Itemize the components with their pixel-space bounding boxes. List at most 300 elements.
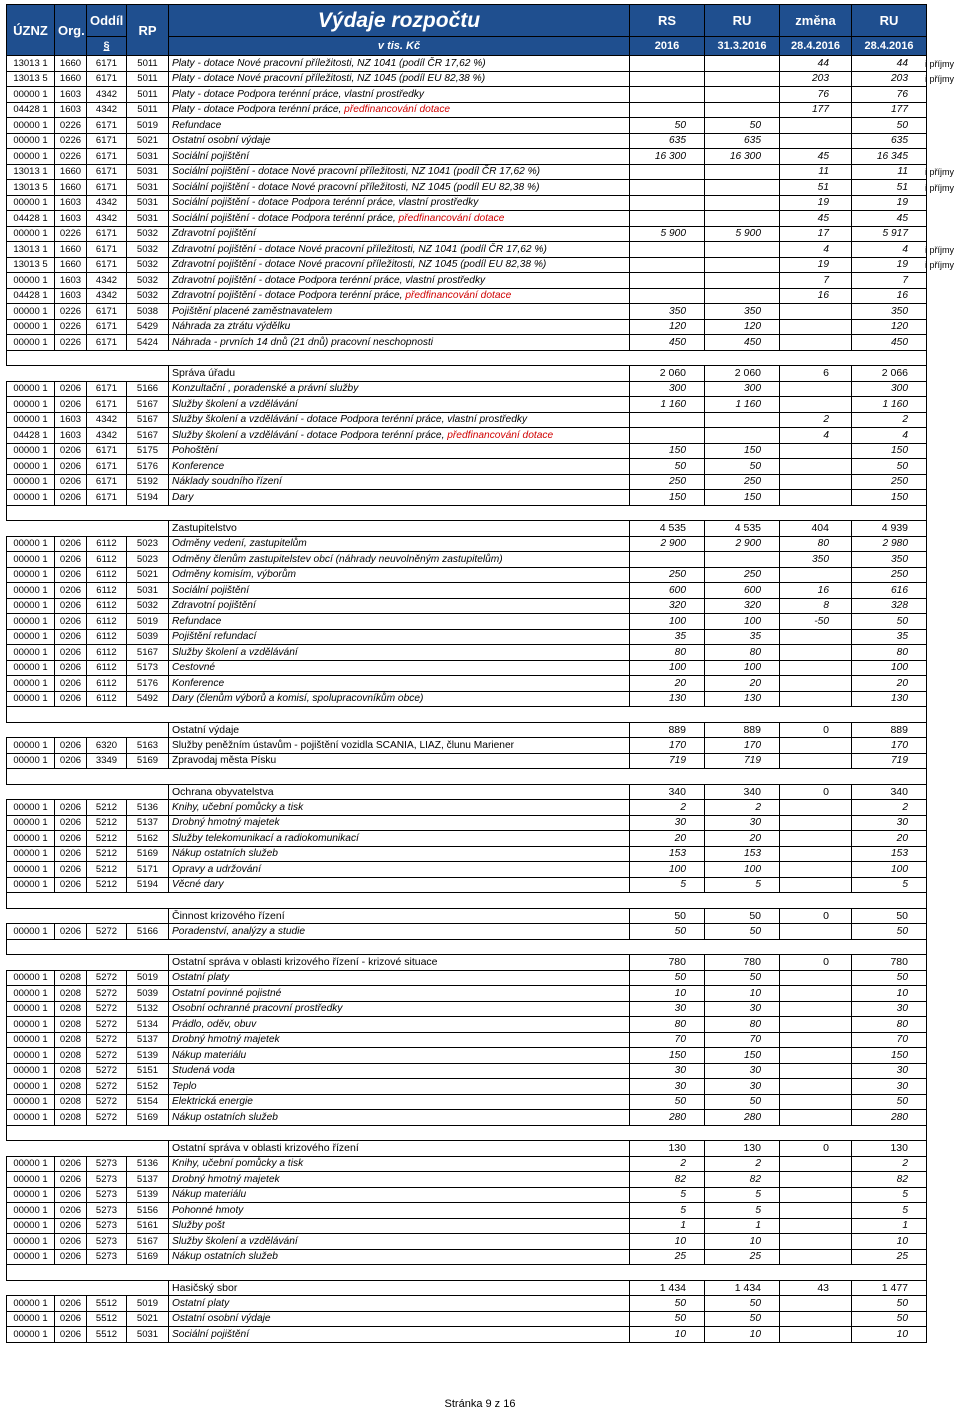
zmena-value: 177 [780, 102, 852, 118]
uznz-cell: 00000 1 [7, 304, 55, 320]
ru-value [705, 211, 780, 227]
table-row [7, 319, 927, 335]
description-cell [169, 583, 630, 599]
description-text: Ostatní platy [172, 972, 230, 984]
budget-page [6, 4, 954, 1343]
spacer-cell [7, 1265, 927, 1281]
ru-value: 5 900 [705, 226, 780, 242]
table-row [7, 397, 927, 413]
zmena-value [780, 1110, 852, 1126]
rp-cell: 5424 [127, 335, 169, 351]
paragraph-cell: 6171 [87, 118, 127, 134]
rs-value: 50 [630, 118, 705, 134]
uznz-cell: 00000 1 [7, 738, 55, 754]
ru2-value: 20 [852, 831, 927, 847]
org-cell: 0208 [55, 1017, 87, 1033]
ru-value: 82 [705, 1172, 780, 1188]
ru2-value: 50 [852, 1094, 927, 1110]
description-cell [169, 56, 630, 72]
description-text: Služby telekomunikací a radiokomunikací [172, 832, 359, 844]
description-cell [169, 877, 630, 893]
section-label: Činnost krizového řízení [169, 908, 630, 924]
org-cell: 0206 [55, 1156, 87, 1172]
description-text: Platy - dotace Nové pracovní příležitosti, NZ 1045 (podíl EU 82,38 %) [172, 73, 486, 85]
ru-value: 1 [705, 1218, 780, 1234]
col-ru2-header: RU [852, 5, 927, 37]
description-cell [169, 552, 630, 568]
rs-value: 170 [630, 738, 705, 754]
uznz-cell: 13013 5 [7, 71, 55, 87]
description-cell [169, 335, 630, 351]
table-row [7, 1172, 927, 1188]
rp-cell: 5038 [127, 304, 169, 320]
paragraph-cell: 4342 [87, 102, 127, 118]
rs-value: 150 [630, 443, 705, 459]
ru2-value: 153 [852, 846, 927, 862]
description-text: Platy - dotace Podpora terénní práce, [172, 104, 345, 116]
description-text: Refundace [172, 119, 222, 131]
description-cell [169, 87, 630, 103]
zmena-value: 8 [780, 598, 852, 614]
section-ru2-value: 1 477 [852, 1280, 927, 1296]
rs-value [630, 242, 705, 258]
zmena-value [780, 676, 852, 692]
org-cell: 0206 [55, 459, 87, 475]
ru2-value: 130 [852, 691, 927, 707]
rs-value: 100 [630, 862, 705, 878]
header-row-1 [7, 5, 927, 37]
paragraph-cell: 6171 [87, 304, 127, 320]
section-ru2-value: 340 [852, 784, 927, 800]
rs-value: 30 [630, 815, 705, 831]
ru-value: 635 [705, 133, 780, 149]
description-text: Sociální pojištění - dotace Nové pracovní příležitosti, NZ 1041 (podíl ČR 17,62 %) [172, 166, 541, 178]
paragraph-cell: 6171 [87, 490, 127, 506]
section-ru2-value: 780 [852, 955, 927, 971]
rp-cell: 5136 [127, 800, 169, 816]
zmena-value: 2 [780, 412, 852, 428]
description-cell [169, 1063, 630, 1079]
description-text: Zdravotní pojištění - dotace Nové pracovní příležitosti, NZ 1041 (podíl ČR 17,62 %) [172, 243, 547, 255]
zmena-value: 45 [780, 211, 852, 227]
org-cell: 0206 [55, 846, 87, 862]
org-cell: 0206 [55, 490, 87, 506]
spacer-cell [7, 350, 927, 366]
ru2-value: 5 917 [852, 226, 927, 242]
description-cell [169, 257, 630, 273]
paragraph-cell: 5272 [87, 1032, 127, 1048]
ru2-value: 100 [852, 862, 927, 878]
rs-value [630, 195, 705, 211]
ru-value: 150 [705, 1048, 780, 1064]
description-text: Sociální pojištění [172, 584, 250, 596]
org-cell: 0226 [55, 133, 87, 149]
zmena-value [780, 629, 852, 645]
zmena-value [780, 1218, 852, 1234]
prefinancing-note: předfinancování dotace [398, 212, 505, 224]
paragraph-cell: 6171 [87, 397, 127, 413]
org-cell: 0208 [55, 1094, 87, 1110]
ru2-value: 50 [852, 924, 927, 940]
description-text: Sociální pojištění [172, 150, 250, 162]
table-row [7, 242, 927, 258]
uznz-cell: 04428 1 [7, 211, 55, 227]
org-cell: 0226 [55, 118, 87, 134]
ru2-value: 30 [852, 1063, 927, 1079]
rp-cell: 5175 [127, 443, 169, 459]
budget-table [6, 4, 927, 1343]
rp-cell: 5136 [127, 1156, 169, 1172]
description-cell [169, 211, 630, 227]
uznz-cell: 00000 1 [7, 815, 55, 831]
description-cell [169, 1110, 630, 1126]
rp-cell: 5031 [127, 211, 169, 227]
ru2-value: 2 [852, 412, 927, 428]
paragraph-cell: 5272 [87, 924, 127, 940]
paragraph-cell: 6112 [87, 536, 127, 552]
rp-cell: 5011 [127, 56, 169, 72]
section-total-row [7, 521, 927, 537]
uznz-cell: 00000 1 [7, 598, 55, 614]
zmena-value [780, 304, 852, 320]
rs-value: 250 [630, 567, 705, 583]
paragraph-cell: 6112 [87, 552, 127, 568]
uznz-cell: 00000 1 [7, 474, 55, 490]
rs-value: 100 [630, 614, 705, 630]
table-row [7, 924, 927, 940]
org-cell: 0206 [55, 629, 87, 645]
rs-value: 719 [630, 753, 705, 769]
description-text: Knihy, učební pomůcky a tisk [172, 1158, 304, 1170]
description-text: Náhrada za ztrátu výdělku [172, 321, 291, 333]
ru2-value: 76 [852, 87, 927, 103]
uznz-cell: 00000 1 [7, 1311, 55, 1327]
table-row [7, 149, 927, 165]
org-cell: 0206 [55, 660, 87, 676]
ru-value: 50 [705, 1311, 780, 1327]
section-blank [7, 521, 169, 537]
description-cell [169, 691, 630, 707]
rs-value: 250 [630, 474, 705, 490]
table-row [7, 986, 927, 1002]
uznz-cell: 00000 1 [7, 1017, 55, 1033]
description-text: Nákup materiálu [172, 1049, 247, 1061]
paragraph-cell: 6171 [87, 56, 127, 72]
rs-value: 5 [630, 877, 705, 893]
spacer-cell [7, 939, 927, 955]
rs-value: 70 [630, 1032, 705, 1048]
paragraph-cell: 5272 [87, 1048, 127, 1064]
uznz-cell: 00000 1 [7, 133, 55, 149]
ru-value: 300 [705, 381, 780, 397]
paragraph-cell: 6112 [87, 567, 127, 583]
rp-cell: 5492 [127, 691, 169, 707]
zmena-value [780, 133, 852, 149]
paragraph-cell: 3349 [87, 753, 127, 769]
section-ru2-value: 4 939 [852, 521, 927, 537]
uznz-cell: 00000 1 [7, 1249, 55, 1265]
uznz-cell: 00000 1 [7, 567, 55, 583]
description-cell [169, 753, 630, 769]
zmena-value [780, 1094, 852, 1110]
spacer-row [7, 1125, 927, 1141]
rs-value: 2 [630, 1156, 705, 1172]
paragraph-cell: 6171 [87, 381, 127, 397]
page-footer: Stránka 9 z 16 [444, 1398, 516, 1410]
rs-value: 82 [630, 1172, 705, 1188]
paragraph-cell: 6171 [87, 149, 127, 165]
ru2-value: 30 [852, 1001, 927, 1017]
rs-value: 80 [630, 645, 705, 661]
uznz-cell: 00000 1 [7, 319, 55, 335]
section-rs-value: 50 [630, 908, 705, 924]
description-text: Služby školení a vzdělávání - dotace Podpora terénní práce, vlastní prostředky [172, 414, 528, 426]
uznz-cell: 00000 1 [7, 87, 55, 103]
ru2-value: 2 [852, 1156, 927, 1172]
uznz-cell: 00000 1 [7, 753, 55, 769]
table-row [7, 877, 927, 893]
spacer-row [7, 1265, 927, 1281]
spacer-row [7, 939, 927, 955]
table-row [7, 474, 927, 490]
zmena-value [780, 691, 852, 707]
ru2-value: 1 160 [852, 397, 927, 413]
org-cell: 0208 [55, 1001, 87, 1017]
rs-value [630, 428, 705, 444]
uznz-cell: 00000 1 [7, 1187, 55, 1203]
ru-value: 170 [705, 738, 780, 754]
ru-value: 2 [705, 800, 780, 816]
rs-value: 50 [630, 1311, 705, 1327]
ru2-value: 350 [852, 552, 927, 568]
table-row [7, 1094, 927, 1110]
rp-cell: 5021 [127, 133, 169, 149]
uznz-cell: 00000 1 [7, 536, 55, 552]
ru-value: 30 [705, 1079, 780, 1095]
description-cell [169, 180, 630, 196]
rs-value: 35 [630, 629, 705, 645]
uznz-cell: 00000 1 [7, 877, 55, 893]
zmena-value: 76 [780, 87, 852, 103]
section-ru-value: 1 434 [705, 1280, 780, 1296]
paragraph-cell: 4342 [87, 195, 127, 211]
ru-value [705, 87, 780, 103]
paragraph-cell: 4342 [87, 288, 127, 304]
section-zmena-value: 0 [780, 784, 852, 800]
ru-value [705, 242, 780, 258]
description-cell [169, 1079, 630, 1095]
ru-value: 2 900 [705, 536, 780, 552]
ru-value: 30 [705, 1001, 780, 1017]
table-row [7, 1110, 927, 1126]
paragraph-cell: 6171 [87, 164, 127, 180]
paragraph-cell: 6171 [87, 226, 127, 242]
description-cell [169, 598, 630, 614]
rp-cell: 5154 [127, 1094, 169, 1110]
rs-value: 100 [630, 660, 705, 676]
ru-value: 50 [705, 970, 780, 986]
section-label: Ostatní správa v oblasti krizového řízení - krizové situace [169, 955, 630, 971]
table-row [7, 1156, 927, 1172]
org-cell: 1660 [55, 71, 87, 87]
uznz-cell: 00000 1 [7, 676, 55, 692]
description-cell [169, 490, 630, 506]
description-cell [169, 381, 630, 397]
description-text: Konference [172, 677, 225, 689]
uznz-cell: 00000 1 [7, 381, 55, 397]
rs-value: 50 [630, 1296, 705, 1312]
income-note: i příjmy [925, 182, 954, 193]
paragraph-cell: 6112 [87, 614, 127, 630]
section-ru2-value: 889 [852, 722, 927, 738]
org-cell: 0206 [55, 924, 87, 940]
rs-value [630, 288, 705, 304]
zmena-value: 16 [780, 583, 852, 599]
ru2-value: 50 [852, 614, 927, 630]
paragraph-cell: 4342 [87, 273, 127, 289]
section-total-row [7, 722, 927, 738]
ru2-value: 2 980 [852, 536, 927, 552]
section-rs-value: 2 060 [630, 366, 705, 382]
rp-cell: 5167 [127, 428, 169, 444]
rp-cell: 5151 [127, 1063, 169, 1079]
section-label: Zastupitelstvo [169, 521, 630, 537]
rs-value [630, 71, 705, 87]
org-cell: 0208 [55, 1063, 87, 1079]
org-cell: 1660 [55, 56, 87, 72]
table-row [7, 195, 927, 211]
uznz-cell: 00000 1 [7, 490, 55, 506]
paragraph-cell: 6112 [87, 645, 127, 661]
rs-value: 450 [630, 335, 705, 351]
ru-value: 30 [705, 1063, 780, 1079]
paragraph-cell: 6112 [87, 660, 127, 676]
zmena-value [780, 1017, 852, 1033]
paragraph-cell: 5273 [87, 1249, 127, 1265]
org-cell: 0226 [55, 335, 87, 351]
table-row [7, 1327, 927, 1343]
table-row [7, 1234, 927, 1250]
section-blank [7, 1280, 169, 1296]
org-cell: 1603 [55, 102, 87, 118]
rp-cell: 5166 [127, 381, 169, 397]
org-cell: 0206 [55, 583, 87, 599]
org-cell: 0206 [55, 1234, 87, 1250]
zmena-value [780, 1311, 852, 1327]
description-text: Sociální pojištění - dotace Nové pracovní příležitosti, NZ 1045 (podíl EU 82,38 %) [172, 181, 540, 193]
uznz-cell: 13013 1 [7, 56, 55, 72]
description-text: Platy - dotace Podpora terénní práce, vlastní prostředky [172, 88, 424, 100]
paragraph-cell: 5273 [87, 1156, 127, 1172]
org-cell: 0206 [55, 738, 87, 754]
uznz-cell: 00000 1 [7, 970, 55, 986]
zmena-value: 7 [780, 273, 852, 289]
description-cell [169, 273, 630, 289]
col-uznz-header: ÚZNZ [7, 5, 55, 56]
ru2-value: 150 [852, 1048, 927, 1064]
description-text: Odměny členům zastupitelstev obcí (náhrady neuvolněným zastupitelům) [172, 553, 503, 565]
table-row [7, 180, 927, 196]
org-cell: 0206 [55, 1296, 87, 1312]
org-cell: 0206 [55, 676, 87, 692]
section-zmena-value: 43 [780, 1280, 852, 1296]
uznz-cell: 00000 1 [7, 459, 55, 475]
table-row [7, 753, 927, 769]
section-ru2-value: 50 [852, 908, 927, 924]
ru-value: 280 [705, 1110, 780, 1126]
zmena-value [780, 1063, 852, 1079]
org-cell: 0206 [55, 753, 87, 769]
ru-value: 10 [705, 1327, 780, 1343]
zmena-value [780, 1048, 852, 1064]
uznz-cell: 00000 1 [7, 397, 55, 413]
zmena-value: 19 [780, 195, 852, 211]
rp-cell: 5032 [127, 226, 169, 242]
uznz-cell: 00000 1 [7, 1094, 55, 1110]
rs-value: 30 [630, 1001, 705, 1017]
rp-cell: 5167 [127, 397, 169, 413]
rs-value: 300 [630, 381, 705, 397]
paragraph-cell: 5512 [87, 1296, 127, 1312]
section-rs-value: 340 [630, 784, 705, 800]
org-cell: 0208 [55, 1110, 87, 1126]
table-row [7, 164, 927, 180]
table-row [7, 102, 927, 118]
paragraph-cell: 5212 [87, 815, 127, 831]
section-total-row [7, 1280, 927, 1296]
org-cell: 1603 [55, 428, 87, 444]
rp-cell: 5011 [127, 71, 169, 87]
ru2-value: 16 [852, 288, 927, 304]
table-row [7, 1187, 927, 1203]
table-row [7, 1063, 927, 1079]
ru2-value: 10 [852, 1327, 927, 1343]
spacer-row [7, 707, 927, 723]
paragraph-cell: 6171 [87, 474, 127, 490]
paragraph-cell: 4342 [87, 211, 127, 227]
zmena-value [780, 1296, 852, 1312]
rp-cell: 5167 [127, 412, 169, 428]
rp-cell: 5019 [127, 614, 169, 630]
description-text: Služby školení a vzdělávání [172, 398, 298, 410]
rp-cell: 5021 [127, 567, 169, 583]
rs-value: 150 [630, 1048, 705, 1064]
table-row [7, 1001, 927, 1017]
paragraph-cell: 5512 [87, 1327, 127, 1343]
spacer-row [7, 505, 927, 521]
org-cell: 0206 [55, 614, 87, 630]
paragraph-cell: 6171 [87, 133, 127, 149]
section-ru-value: 4 535 [705, 521, 780, 537]
section-blank [7, 955, 169, 971]
rp-cell: 5156 [127, 1203, 169, 1219]
description-text: Zdravotní pojištění - dotace Nové pracovní příležitosti, NZ 1045 (podíl EU 82,38 %) [172, 259, 547, 271]
ru2-value: 5 [852, 1187, 927, 1203]
ru-value: 10 [705, 1234, 780, 1250]
zmena-value [780, 660, 852, 676]
zmena-value [780, 118, 852, 134]
table-row [7, 629, 927, 645]
zmena-value [780, 319, 852, 335]
zmena-value [780, 815, 852, 831]
section-label: Správa úřadu [169, 366, 630, 382]
ru-value: 20 [705, 676, 780, 692]
ru-value [705, 71, 780, 87]
rp-cell: 5019 [127, 970, 169, 986]
ru2-value: 635 [852, 133, 927, 149]
section-label: Ostatní výdaje [169, 722, 630, 738]
description-cell [169, 397, 630, 413]
